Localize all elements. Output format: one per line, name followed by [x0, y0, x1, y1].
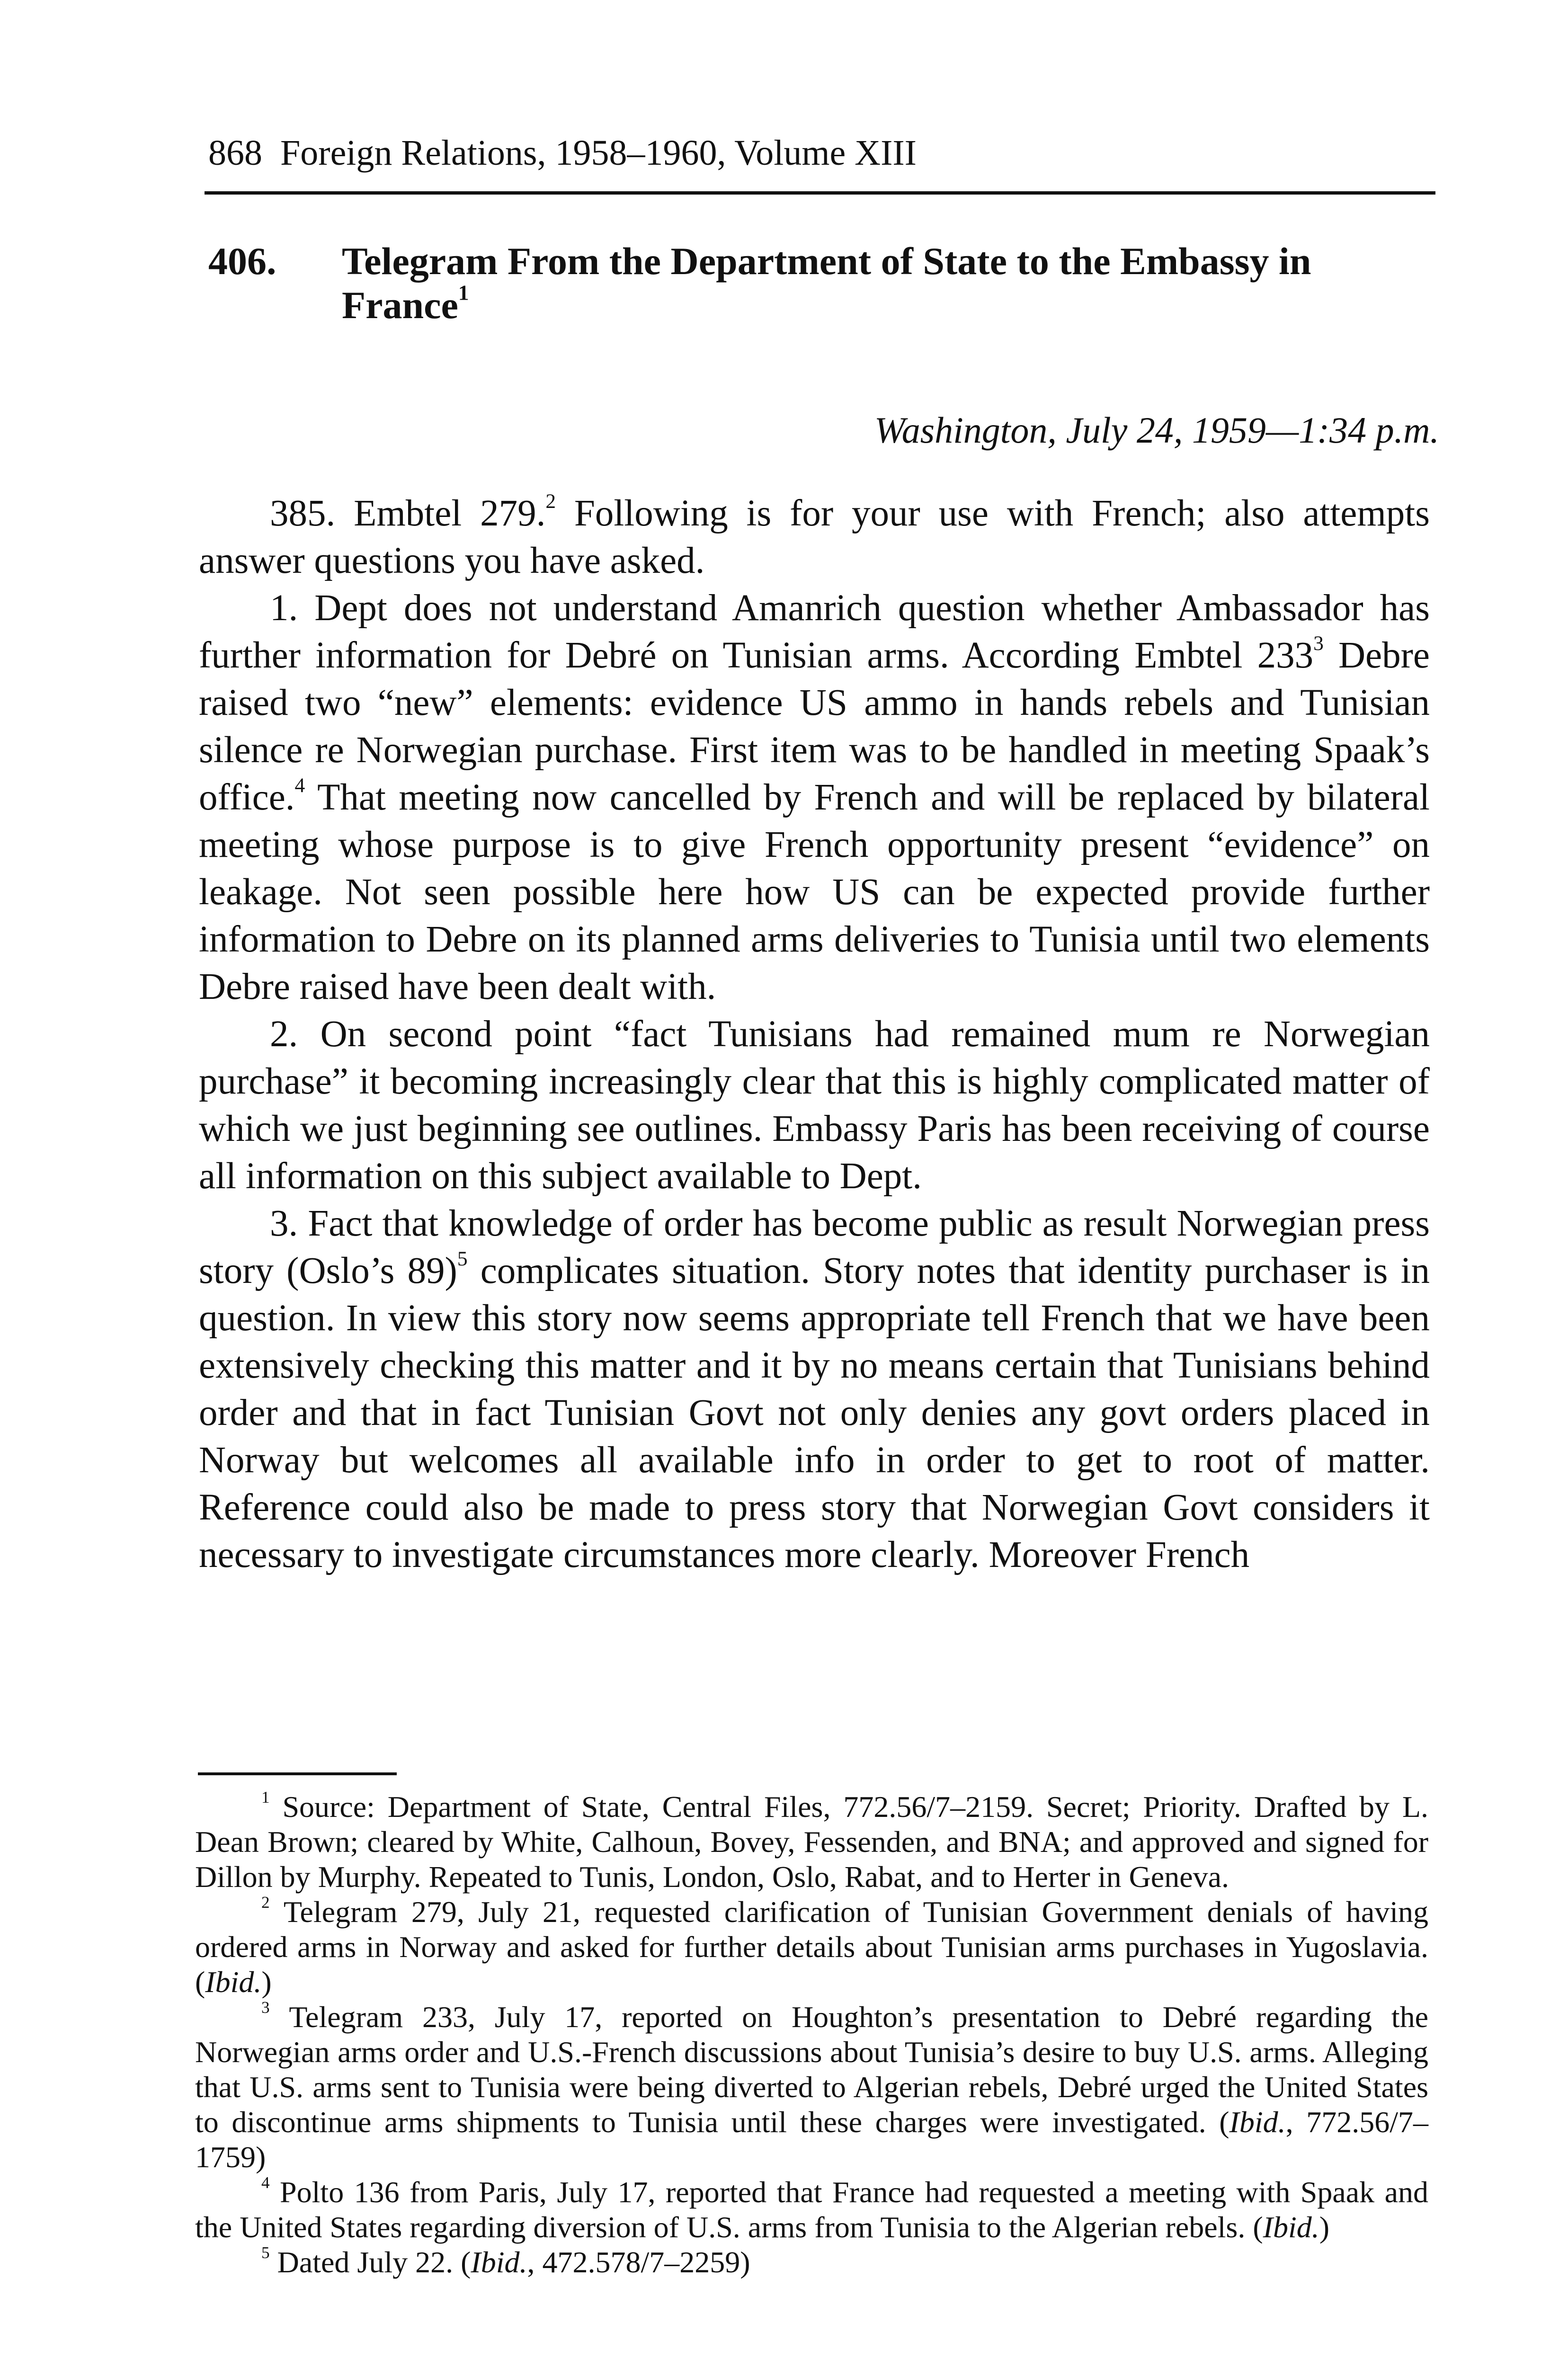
header-rule: [205, 191, 1435, 195]
running-head: [208, 135, 1439, 171]
paragraph-1: [199, 585, 1430, 1011]
running-title: Foreign Relations, 1958–1960, Volume XIII: [280, 133, 917, 173]
footnote-tail: ): [261, 1965, 272, 1999]
document-title-text: Telegram From the Department of State to the Embassy in France: [342, 240, 1311, 327]
footnote-1: [195, 1789, 1428, 1895]
paragraph-text: That meeting now cancelled by French and will be replaced by bilateral meeting whose purpose is to give French opportunity present “evidence” on leakage. Not seen possible here how US can be expected provide further information to Debre on its planned arms deliveries to Tunisia until two elements Debre raised have been dealt with.: [199, 777, 1430, 1007]
footnote-number: 4: [261, 2173, 270, 2192]
footnote-ibid: Ibid.: [1229, 2105, 1286, 2139]
paragraph-text: complicates situation. Story notes that identity purchaser is in question. In view this story now seems appropriate tell French that we have been extensively checking this matter and it by no means certain that Tunisians behind order and that in fact Tunisian Govt not only denies any govt orders placed in Norway but welcomes all available info in order to get to root of matter. Reference could also be made to press story that Norwegian Govt considers it necessary to investigate circumstances more clearly. Moreover French: [199, 1250, 1430, 1575]
document-title: [342, 239, 1439, 327]
footnote-ibid: Ibid.: [471, 2245, 527, 2279]
footnote-ref: 4: [294, 774, 305, 797]
footnote-text: Source: Department of State, Central Files, 772.56/7–2159. Secret; Priority. Drafted by L. Dean Brown; cleared by White, Calhoun, Bovey, Fessenden, and BNA; and approved and signed for Dillon by Murphy. Repeated to Tunis, London, Oslo, Rabat, and to Herter in Geneva.: [195, 1790, 1429, 1894]
footnote-text: Telegram 279, July 21, requested clarification of Tunisian Government denials of having ordered arms in Norway and asked for further details about Tunisian arms purchases in Yugoslavia. (: [195, 1895, 1429, 1999]
paragraph-3: [199, 1200, 1430, 1579]
footnote-tail: , 472.578/7–2259): [527, 2245, 750, 2279]
paragraph-intro: [199, 490, 1430, 585]
footnote-ref: 5: [457, 1247, 468, 1271]
footnote-ref: 3: [1313, 632, 1324, 655]
body-text: [199, 490, 1430, 1579]
footnote-2: [195, 1895, 1428, 2000]
footnote-text: Dated July 22. (: [277, 2245, 471, 2279]
paragraph-text: Debre raised two “new” elements: evidence US ammo in hands rebels and Tunisian silence re Norwegian purchase. First item was to be handled in meeting Spaak’s office.: [199, 635, 1430, 818]
footnote-text: Telegram 233, July 17, reported on Houghton’s presentation to Debré regarding the Norwegian arms order and U.S.-French discussions about Tunisia’s desire to buy U.S. arms. Alleging that U.S. arms sent to Tunisia were being diverted to Algerian rebels, Debré urged the United States to discontinue arms shipments to Tunisia until these charges were investigated. (: [195, 2000, 1429, 2139]
footnote-text: Polto 136 from Paris, July 17, reported that France had requested a meeting with Spaak and the United States regarding diversion of U.S. arms from Tunisia to the Algerian rebels. (: [195, 2175, 1429, 2244]
footnote-ibid: Ibid.: [1263, 2210, 1319, 2244]
paragraph-text: 385. Embtel 279.: [270, 493, 546, 534]
paragraph-text: 3. Fact that knowledge of order has become public as result Norwegian press story (Oslo’s 89): [199, 1203, 1430, 1291]
page-number: 868: [208, 133, 262, 173]
footnote-3: [195, 2000, 1428, 2175]
paragraph-2: 2. On second point “fact Tunisians had remained mum re Norwegian purchase” it becoming increasingly clear that this is highly complicated matter of which we just beginning see outlines. Embassy Paris has been receiving of course all information on this subject available to Dept.: [199, 1014, 1430, 1197]
footnote-ref: 1: [458, 281, 469, 305]
footnote-5: [195, 2245, 1428, 2280]
footnote-tail: , 772.56/7–1759): [195, 2105, 1428, 2174]
footnote-number: 1: [261, 1788, 270, 1807]
footnote-4: [195, 2175, 1428, 2245]
footnotes: [195, 1789, 1428, 2280]
footnote-number: 2: [261, 1893, 270, 1912]
footnote-tail: ): [1319, 2210, 1330, 2244]
footnote-number: 3: [261, 1998, 270, 2017]
footnote-ibid: Ibid.: [205, 1965, 262, 1999]
footnote-number: 5: [261, 2243, 270, 2262]
dateline: Washington, July 24, 1959—1:34 p.m.: [874, 409, 1439, 451]
paragraph-text: Following is for your use with French; also attempts answer questions you have asked.: [199, 493, 1430, 581]
footnote-rule: [198, 1772, 397, 1775]
document-number: 406.: [208, 240, 276, 283]
paragraph-text: 1. Dept does not understand Amanrich question whether Ambassador has further information for Debré on Tunisian arms. According Embtel 233: [199, 587, 1430, 676]
footnote-ref: 2: [545, 490, 556, 513]
